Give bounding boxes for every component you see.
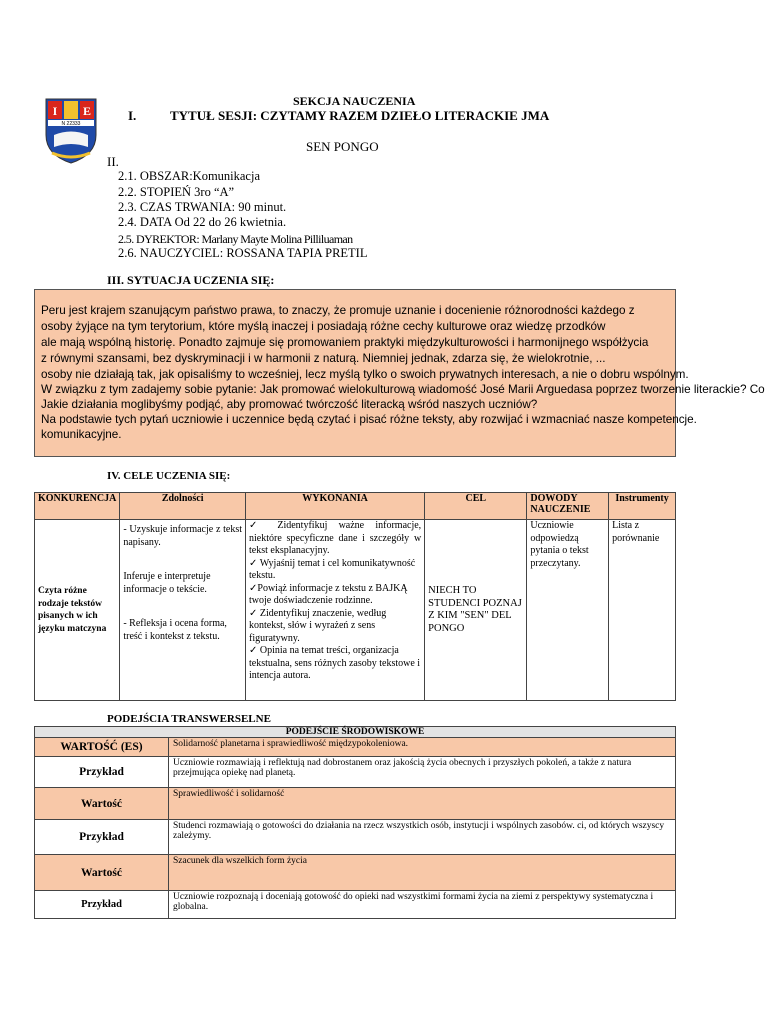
situation-line: z równymi szansami, bez dyskryminacji i w harmonii z naturą. Niemniej jednak, zdarza się, że wielokrotnie, ... [41,352,606,365]
situation-line: Jakie działania moglibyśmy podjąć, aby promować twórczość literacką wśród naszych uczniów? [41,398,538,411]
row-text: Sprawiedliwość i solidarność [169,788,676,820]
ability-item: Inferuje e interpretuje informacje o tekście. [123,571,211,595]
abilities-cell [120,520,246,701]
situation-line: Peru jest krajem szanującym państwo prawa, to znaczy, że promuje uznanie i docenienie różnorodności każdego z [41,304,635,317]
evidence-cell: Uczniowie odpowiedzą pytania o tekst przeczytany. [527,520,609,701]
row-label: Wartość [35,855,169,891]
performances-cell [246,520,425,701]
situation-line: osoby nie działają tak, jak opisaliśmy to wcześniej, lecz myślą tylko o swoich prywatnych interesach, a nie o dobru wspólnym. [41,368,689,381]
goals-heading: IV. CELE UCZENIA SIĘ: [107,470,231,482]
instruments-cell: Lista z porównanie [609,520,676,701]
table-row [35,788,676,820]
situation-line: osoby żyjące na tym terytorium, które myślą inaczej i posiadają różne cechy kulturowe oraz wiedzę przodków [41,320,606,333]
transversal-table-title: PODEJŚCIE ŚRODOWISKOWE [35,727,676,738]
transversal-table [34,726,676,919]
table-row [35,757,676,788]
col-abilities: Zdolności [120,493,246,520]
logo-text: N 22333 [61,121,81,127]
svg-text:E: E [82,104,92,118]
situation-line: ale mają wspólną historię. Ponadto zajmuje się promowaniem praktyki międzykulturowości i harmonijnego współżycia [41,336,649,349]
col-performances: WYKONANIA [246,493,425,520]
learning-goals-table [34,492,676,701]
row-label: Przykład [35,820,169,855]
info-duration: 2.3. CZAS TRWANIA: 90 minut. [118,200,287,214]
row-label: WARTOŚĆ (ES) [35,738,169,757]
performance-item: ✓ Wyjaśnij temat i cel komunikatywność tekstu. [249,557,416,581]
performance-item: ✓ Opinia na temat treści, organizacja tekstualna, sens różnych zasoby tekstowe i intencja autora. [249,645,421,681]
svg-text:I: I [52,104,58,118]
row-text: Solidarność planetarna i sprawiedliwość międzypokoleniowa. [169,738,676,757]
info-teacher: 2.6. NAUCZYCIEL: ROSSANA TAPIA PRETIL [118,246,368,260]
situation-box [34,289,765,457]
session-subtitle: SEN PONGO [306,139,379,154]
table-row [35,520,676,701]
table-row [35,891,676,919]
performance-item: ✓ Zidentyfikuj znaczenie, według kontekst, słów i wyrażeń z sens figuratywny. [249,607,387,644]
roman-numeral-2: II. [107,154,119,169]
info-director: 2.5. DYREKTOR: Marlany Mayte Molina Pilliluaman [118,232,353,246]
roman-numeral-1: I. [128,108,137,123]
ability-item: - Refleksja i ocena forma, treść i kontekst z tekstu. [123,618,227,642]
transversal-heading: PODEJŚCIA TRANSWERSELNE [107,713,271,725]
col-competency: KONKURENCJA [35,493,120,520]
table-row [35,738,676,757]
row-text: Uczniowie rozpoznają i doceniają gotowość do opieki nad wszystkimi formami życia na ziemi z perspektywy systematyczna i globalna. [169,891,676,919]
section-heading: SEKCJA NAUCZENIA [293,94,416,108]
performance-item: ✓ Zidentyfikuj ważne informacje, niektóre specyficzne dane i szczegóły w tekst eksplanacyjny. [249,520,422,556]
session-title: TYTUŁ SESJI: CZYTAMY RAZEM DZIEŁO LITERACKIE JMA [170,108,550,123]
info-date: 2.4. DATA Od 22 do 26 kwietnia. [118,215,287,229]
competency-cell: Czyta różne rodzaje tekstów pisanych w ich języku matczyna [35,520,120,701]
row-text: Studenci rozmawiają o gotowości do działania na rzecz wszystkich osób, instytucji i wspólnych zasobów. ci, od których wszyscy zależymy. [169,820,676,855]
situation-heading: III. SYTUACJA UCZENIA SIĘ: [107,273,275,287]
row-label: Przykład [35,891,169,919]
performance-item: ✓Powiąż informacje z tekstu z BAJKĄ twoje doświadczenie rodzinne. [249,582,408,606]
row-text: Uczniowie rozmawiają i reflektują nad dobrostanem oraz jakością życia obecnych i przyszłych pokoleń, a także z natura przejmująca opiekę nad planetą. [169,757,676,788]
school-crest-logo [42,95,100,165]
info-area: 2.1. OBSZAR:Komunikacja [118,169,261,183]
goal-cell: NIECH TO STUDENCI POZNAJ Z KIM "SEN" DEL PONGO [425,520,527,701]
ability-item: - Uzyskuje informacje z tekst napisany. [123,524,242,548]
row-label: Przykład [35,757,169,788]
situation-line: Na podstawie tych pytań uczniowie i uczennice będą czytać i pisać różne teksty, aby rozwijać i wzmacniać nasze kompetencje. [41,413,697,426]
col-evidence: DOWODY NAUCZENIE [527,493,609,520]
table-row [35,820,676,855]
situation-line: komunikacyjne. [41,428,122,441]
situation-line: W związku z tym zadajemy sobie pytanie: Jak promować wielokulturową wiadomość José Marii Arguedasa poprzez tworzenie literackie? Co [41,383,765,396]
table-row [35,855,676,891]
col-instruments: Instrumenty [609,493,676,520]
col-goal: CEL [425,493,527,520]
row-text: Szacunek dla wszelkich form życia [169,855,676,891]
row-label: Wartość [35,788,169,820]
info-grade: 2.2. STOPIEŃ 3ro “A” [118,185,235,199]
